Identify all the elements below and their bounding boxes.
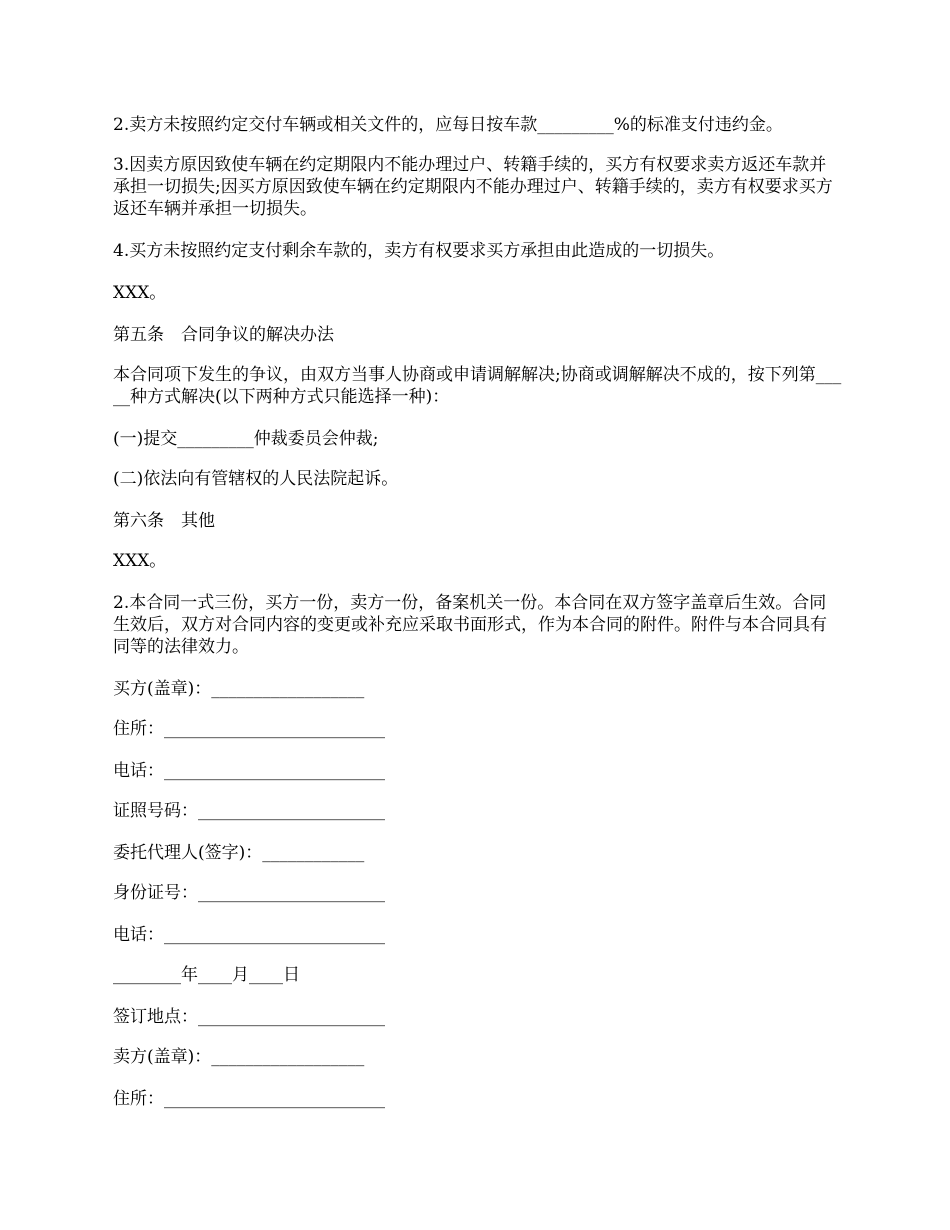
clause-4-item-2: 2.卖方未按照约定交付车辆或相关文件的，应每日按车款_________%的标准支付违约金。 — [113, 115, 783, 135]
clause-6-heading: 第六条 其他 — [113, 511, 215, 531]
license-number-line: 证照号码：______________________ — [113, 801, 385, 821]
buyer-seal-line: 买方(盖章)：__________________ — [113, 679, 365, 699]
clause-5-heading: 第五条 合同争议的解决办法 — [113, 325, 334, 345]
clause-5-body: 本合同项下发生的争议，由双方当事人协商或申请调解解决;协商或调解解决不成的，按下列第_____种方式解决(以下两种方式只能选择一种)： — [113, 365, 842, 407]
agent-signature-line: 委托代理人(签字)：____________ — [113, 843, 365, 863]
agent-phone-line: 电话：__________________________ — [113, 925, 385, 945]
id-card-number-line: 身份证号：______________________ — [113, 883, 385, 903]
clause-5-option-1: (一)提交_________仲裁委员会仲裁; — [113, 429, 379, 449]
clause-5-option-2: (二)依法向有管辖权的人民法院起诉。 — [113, 469, 399, 489]
buyer-phone-line: 电话：__________________________ — [113, 761, 385, 781]
clause-4-item-3: 3.因卖方原因致使车辆在约定期限内不能办理过户、转籍手续的，买方有权要求卖方返还车款并承担一切损失;因买方原因致使车辆在约定期限内不能办理过户、转籍手续的，卖方有权要求买方返还车辆并承担一切损失。 — [113, 155, 833, 219]
date-line: ________年____月____日 — [113, 965, 300, 985]
seller-address-line: 住所：__________________________ — [113, 1089, 385, 1109]
placeholder-text-1: XXX。 — [113, 283, 167, 303]
seller-seal-line: 卖方(盖章)：__________________ — [113, 1047, 365, 1067]
clause-4-item-4: 4.买方未按照约定支付剩余车款的，卖方有权要求买方承担由此造成的一切损失。 — [113, 241, 725, 261]
placeholder-text-2: XXX。 — [113, 551, 167, 571]
signing-place-line: 签订地点：______________________ — [113, 1007, 385, 1027]
clause-6-item-2: 2.本合同一式三份，买方一份，卖方一份，备案机关一份。本合同在双方签字盖章后生效。合同生效后，双方对合同内容的变更或补充应采取书面形式，作为本合同的附件。附件与本合同具有同等的法律效力。 — [113, 593, 827, 657]
buyer-address-line: 住所：__________________________ — [113, 719, 385, 739]
